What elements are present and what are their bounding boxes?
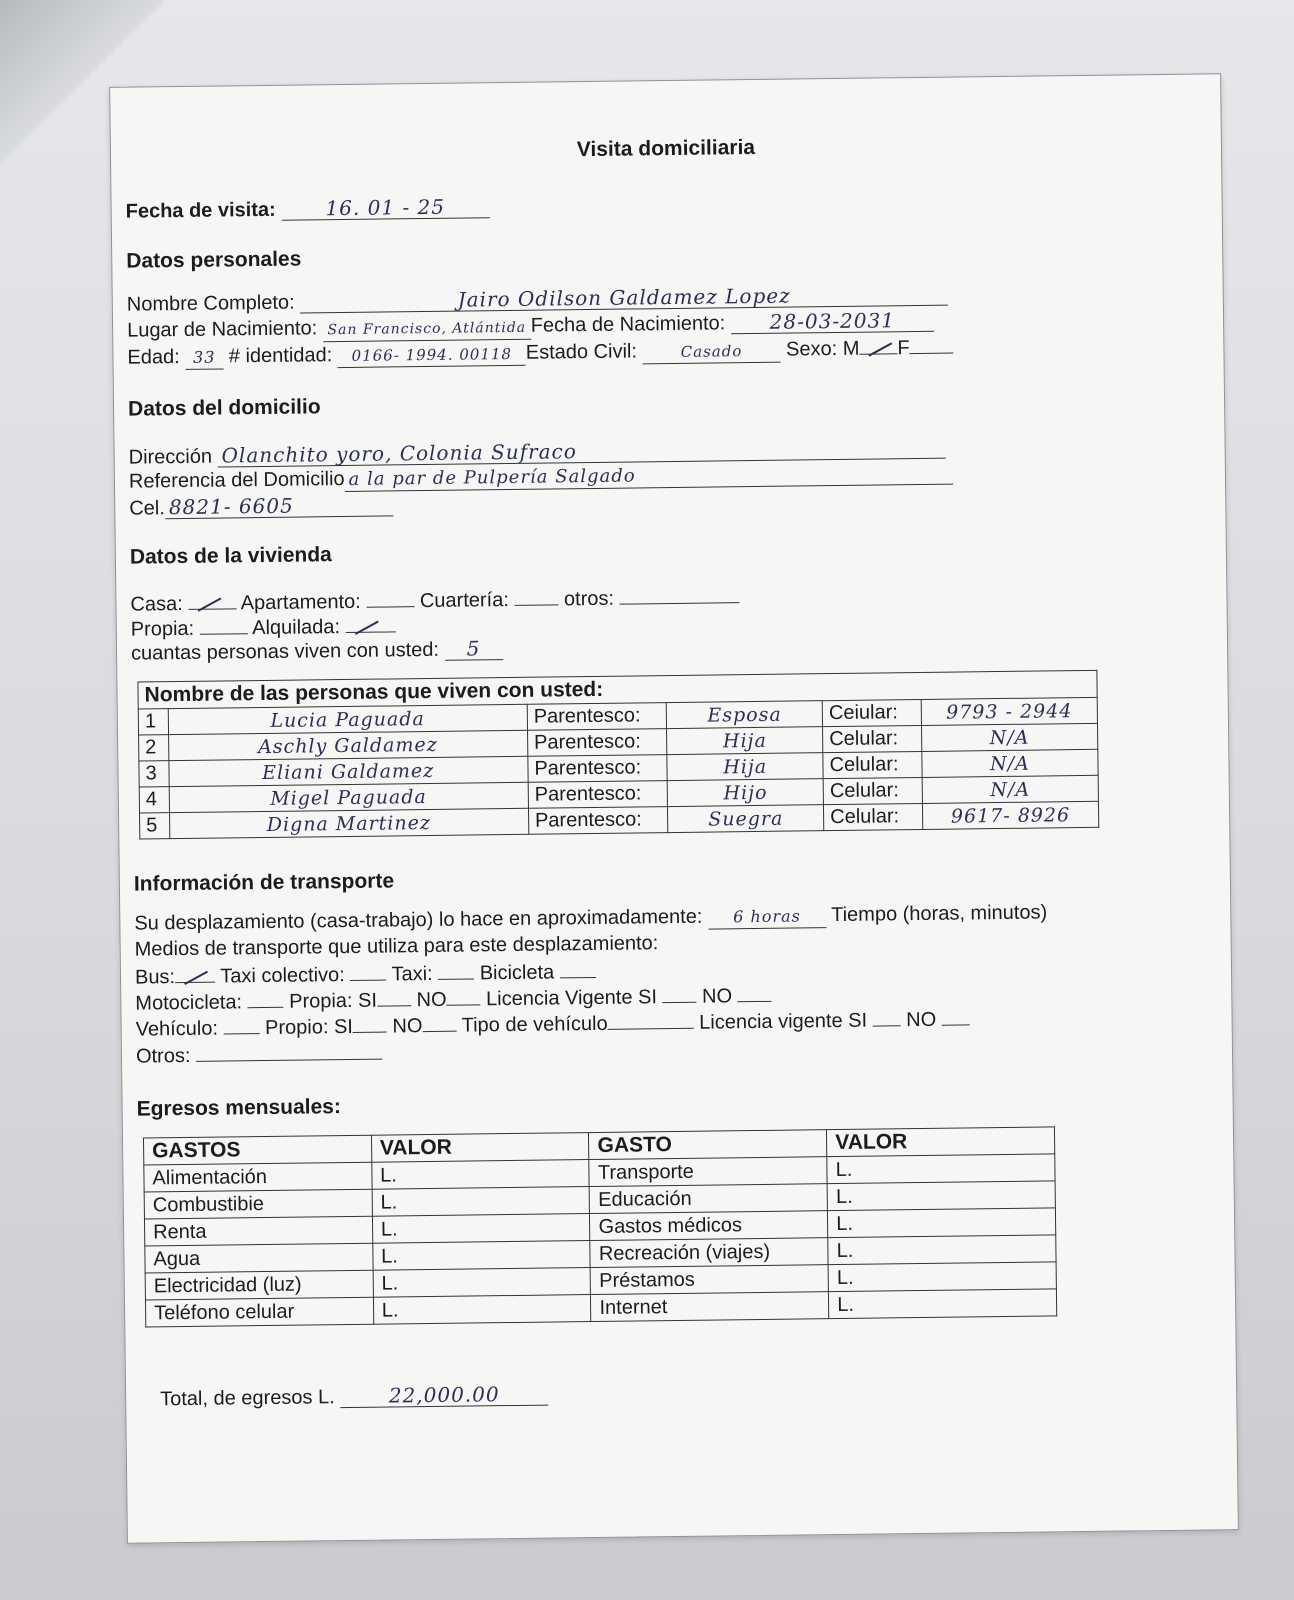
- direccion-label: Dirección: [128, 445, 213, 469]
- domicilio-heading: Datos del domicilio: [127, 395, 321, 421]
- total-label: Total, de egresos L.: [160, 1386, 335, 1411]
- identidad-value: 0166- 1994. 00118: [338, 343, 526, 368]
- form-sheet: [109, 73, 1239, 1543]
- propio-no-blank: [422, 1013, 456, 1032]
- valor-cell: L.: [372, 1160, 590, 1190]
- valor-cell: L.: [828, 1235, 1056, 1265]
- referencia-label: Referencia del Domicilio: [128, 468, 345, 493]
- licencia-vigente-label: Licencia Vigente SI: [485, 986, 658, 1011]
- desplazamiento-value: 6 horas: [708, 905, 826, 929]
- gasto-item: Electricidad (luz): [145, 1270, 373, 1300]
- persona-name: Migel Paguada: [169, 782, 529, 812]
- propio-si-blank: [353, 1014, 387, 1033]
- total-row: [160, 1383, 548, 1412]
- edad-value: 33: [185, 346, 223, 369]
- persona-num: 3: [139, 761, 169, 787]
- gasto-item: Recreación (viajes): [590, 1238, 828, 1268]
- celular-label: Ceiular:: [822, 699, 921, 726]
- celular-label: Celular:: [824, 803, 923, 830]
- celular-label: Celular:: [823, 777, 922, 804]
- otros-transporte-row: [136, 1041, 382, 1069]
- taxi-colectivo-label: Taxi colectivo:: [220, 964, 345, 988]
- parentesco-value: Suegra: [668, 805, 824, 833]
- tiempo-label: Tiempo (horas, minutos): [831, 901, 1048, 927]
- licencia2-no-blank: [942, 1006, 970, 1025]
- valor-cell: L.: [373, 1295, 591, 1325]
- parentesco-value: Hijo: [668, 779, 824, 807]
- valor-cell: L.: [829, 1289, 1057, 1319]
- fecha-nac-label: Fecha de Nacimiento:: [530, 312, 726, 337]
- tenencia-row: [131, 613, 396, 641]
- cel-value: 8821- 6605: [165, 493, 393, 519]
- propia-blank: [200, 615, 248, 635]
- bicicleta-label: Bicicleta: [479, 961, 555, 985]
- persona-name: Digna Martinez: [169, 808, 529, 838]
- taxi-label: Taxi:: [391, 962, 433, 986]
- parentesco-label: Parentesco:: [527, 703, 667, 731]
- apartamento-label: Apartamento:: [240, 590, 361, 615]
- lugar-value: San Francisco, Atlántida: [323, 317, 531, 343]
- celular-value: N/A: [921, 723, 1097, 751]
- persona-num: 4: [139, 787, 169, 813]
- fecha-visita-label: Fecha de visita:: [125, 198, 276, 223]
- cel-label: Cel.: [129, 497, 166, 520]
- desplazamiento-label: Su desplazamiento (casa-trabajo) lo hace en aproximadamente:: [134, 905, 703, 935]
- parentesco-label: Parentesco:: [528, 755, 668, 783]
- gasto-item: Transporte: [589, 1157, 827, 1187]
- edad-label: Edad:: [127, 346, 180, 369]
- licencia2-no-label: NO: [906, 1008, 937, 1032]
- lugar-label: Lugar de Nacimiento:: [126, 317, 318, 342]
- valor-cell: L.: [827, 1154, 1055, 1184]
- celular-value: 9617- 8926: [922, 801, 1098, 829]
- transporte-heading: Información de transporte: [133, 869, 395, 896]
- licencia-si-blank: [662, 984, 696, 1003]
- persona-num: 5: [140, 813, 170, 839]
- col-valor: VALOR: [371, 1133, 589, 1163]
- valor-cell: L.: [828, 1208, 1056, 1238]
- desplazamiento-row: [134, 901, 1047, 936]
- valor-cell: L.: [373, 1241, 591, 1271]
- medios-row: [135, 932, 659, 961]
- parentesco-label: Parentesco:: [528, 781, 668, 809]
- propia-no-label: NO: [416, 988, 447, 1012]
- casa-check: [188, 590, 236, 610]
- licencia-no-blank: [737, 983, 771, 1002]
- otros-vivienda-blank: [619, 584, 739, 604]
- celular-value: N/A: [922, 775, 1098, 803]
- egresos-heading: Egresos mensuales:: [136, 1095, 342, 1121]
- nombre-value: Jairo Odilson Galdamez Lopez: [300, 283, 948, 314]
- estado-civil-label: Estado Civil:: [525, 340, 638, 364]
- gasto-item: Teléfono celular: [145, 1297, 373, 1327]
- licencia2-si-blank: [872, 1007, 900, 1026]
- form-title: Visita domiciliaria: [576, 135, 756, 162]
- total-value: 22,000.00: [340, 1383, 548, 1409]
- cuantas-row: [131, 637, 503, 666]
- estado-civil-value: Casado: [642, 340, 780, 365]
- apartamento-blank: [366, 588, 414, 608]
- celular-label: Celular:: [823, 751, 922, 778]
- celular-value: 9793 - 2944: [921, 697, 1097, 725]
- gasto-item: Educación: [590, 1184, 828, 1214]
- personas-heading: Nombre de las personas que viven con usted:: [138, 670, 1097, 709]
- cuarteria-label: Cuartería:: [419, 589, 509, 613]
- persona-num: 2: [139, 735, 169, 761]
- direccion-value: Olanchito yoro, Colonia Sufraco: [217, 436, 945, 468]
- parentesco-label: Parentesco:: [527, 729, 667, 757]
- valor-cell: L.: [827, 1181, 1055, 1211]
- valor-cell: L.: [828, 1262, 1056, 1292]
- motocicleta-blank: [247, 989, 283, 1008]
- otros-vivienda-label: otros:: [563, 587, 615, 611]
- tipo-vivienda-row: [130, 584, 739, 616]
- tipo-vehiculo-blank: [607, 1010, 693, 1030]
- taxi-blank: [438, 960, 474, 979]
- fecha-nac-value: 28-03-2031: [731, 309, 934, 334]
- sexo-f-blank: [909, 335, 953, 355]
- fecha-visita-row: [126, 195, 490, 223]
- parentesco-value: Hija: [667, 753, 823, 781]
- valor-cell: L.: [372, 1187, 590, 1217]
- cuantas-label: cuantas personas viven con usted:: [130, 638, 440, 665]
- propia-label: Propia:: [130, 617, 195, 641]
- parentesco-label: Parentesco:: [528, 807, 668, 835]
- licencia-no-label: NO: [701, 985, 733, 1008]
- gasto-item: Gastos médicos: [590, 1211, 828, 1241]
- vehiculo-blank: [223, 1015, 259, 1034]
- personas-table: [137, 670, 1099, 840]
- col-valor2: VALOR: [827, 1127, 1055, 1157]
- sexo-f-label: F: [897, 337, 910, 360]
- tipo-vehiculo-label: Tipo de vehículo: [461, 1012, 608, 1037]
- cuantas-value: 5: [444, 637, 502, 661]
- persona-name: Eliani Galdamez: [168, 756, 528, 786]
- valor-cell: L.: [373, 1268, 591, 1298]
- gasto-item: Combustibie: [144, 1189, 372, 1219]
- bus-check: [175, 964, 215, 983]
- celular-label: Celular:: [823, 725, 922, 752]
- bus-label: Bus:: [134, 966, 176, 989]
- gasto-item: Renta: [144, 1216, 372, 1246]
- col-gasto: GASTO: [589, 1130, 827, 1160]
- alquilada-check: [345, 613, 395, 633]
- sexo-label: Sexo: M: [785, 337, 860, 361]
- otros-transporte-blank: [196, 1041, 382, 1062]
- gasto-item: Internet: [591, 1292, 829, 1322]
- propio-si-label: Propio: SI: [264, 1015, 354, 1040]
- celular-value: N/A: [922, 749, 1098, 777]
- propio-no-label: NO: [392, 1015, 423, 1038]
- gasto-item: Alimentación: [144, 1162, 372, 1192]
- propia-si-blank: [377, 987, 411, 1006]
- vivienda-heading: Datos de la vivienda: [129, 543, 332, 569]
- persona-num: 1: [138, 709, 168, 735]
- propia-no-blank: [446, 986, 480, 1005]
- propia-si-label: Propia: SI: [289, 989, 378, 1013]
- persona-name: Lucia Paguada: [168, 704, 528, 734]
- vehiculo-label: Vehículo:: [135, 1017, 219, 1041]
- motocicleta-label: Motocicleta:: [135, 991, 243, 1015]
- nombre-label: Nombre Completo:: [126, 291, 295, 316]
- valor-cell: L.: [372, 1214, 590, 1244]
- cuarteria-blank: [514, 586, 558, 606]
- persona-name: Aschly Galdamez: [168, 730, 528, 760]
- fecha-visita-value: 16. 01 - 25: [281, 195, 489, 221]
- cel-row: [129, 493, 393, 520]
- identidad-label: # identidad:: [228, 344, 333, 368]
- alquilada-label: Alquilada:: [252, 616, 341, 640]
- licencia-vigente2-label: Licencia vigente SI: [699, 1009, 868, 1034]
- col-gastos: GASTOS: [143, 1135, 371, 1165]
- casa-label: Casa:: [130, 592, 183, 616]
- referencia-value: a la par de Pulpería Salgado: [344, 462, 952, 492]
- egresos-table: [143, 1126, 1057, 1327]
- gasto-item: Préstamos: [591, 1265, 829, 1295]
- gasto-item: Agua: [145, 1243, 373, 1273]
- sexo-m-check: [859, 335, 897, 354]
- bicicleta-blank: [560, 959, 596, 978]
- datos-personales-heading: Datos personales: [126, 247, 302, 273]
- taxi-colectivo-blank: [350, 962, 386, 981]
- otros-transporte-label: Otros:: [135, 1044, 191, 1068]
- medios-label: Medios de transporte que utiliza para este desplazamiento:: [134, 932, 659, 961]
- parentesco-value: Esposa: [667, 701, 823, 729]
- parentesco-value: Hija: [667, 727, 823, 755]
